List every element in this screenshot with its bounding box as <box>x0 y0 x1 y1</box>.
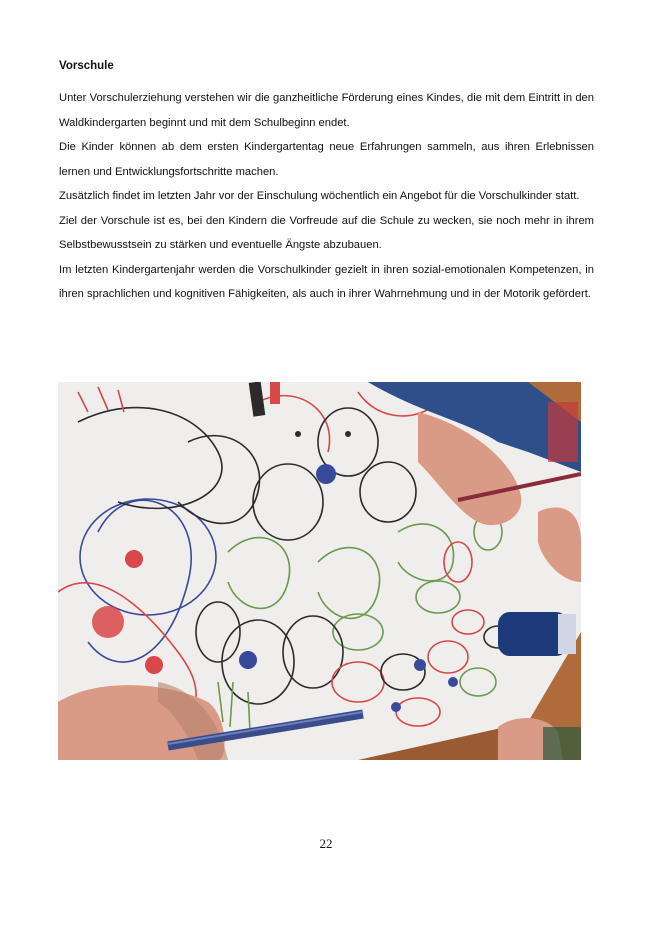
section-heading: Vorschule <box>59 60 114 72</box>
paragraph: Ziel der Vorschule ist es, bei den Kindern die Vorfreude auf die Schule zu wecken, sie noch mehr in ihrem Selbstbewusstsein zu stärken und eventuelle Ängste abzubauen. <box>59 214 594 251</box>
drawing-illustration <box>58 382 581 760</box>
glue-stick <box>498 612 568 656</box>
paragraph: Unter Vorschulerziehung verstehen wir die ganzheitliche Förderung eines Kindes, die mit dem Eintritt in den Waldkindergarten beginnt und mit dem Schulbeginn endet. <box>59 92 594 129</box>
paragraph: Im letzten Kindergartenjahr werden die Vorschulkinder gezielt in ihren sozial-emotionalen Kompetenzen, in ihren sprachlichen und kognitiven Fähigkeiten, als auch in ihrer Wahrnehmung und in der Motorik gefördert. <box>59 263 594 300</box>
paragraph: Die Kinder können ab dem ersten Kindergartentag neue Erfahrungen sammeln, aus ihren Erlebnissen lernen und Entwicklungsfortschritte machen. <box>59 141 594 178</box>
photo-children-drawing <box>58 382 581 760</box>
body-text <box>59 86 594 307</box>
paragraph: Zusätzlich findet im letzten Jahr vor der Einschulung wöchentlich ein Angebot für die Vorschulkinder statt. <box>59 190 580 202</box>
page-number: 22 <box>319 836 333 851</box>
